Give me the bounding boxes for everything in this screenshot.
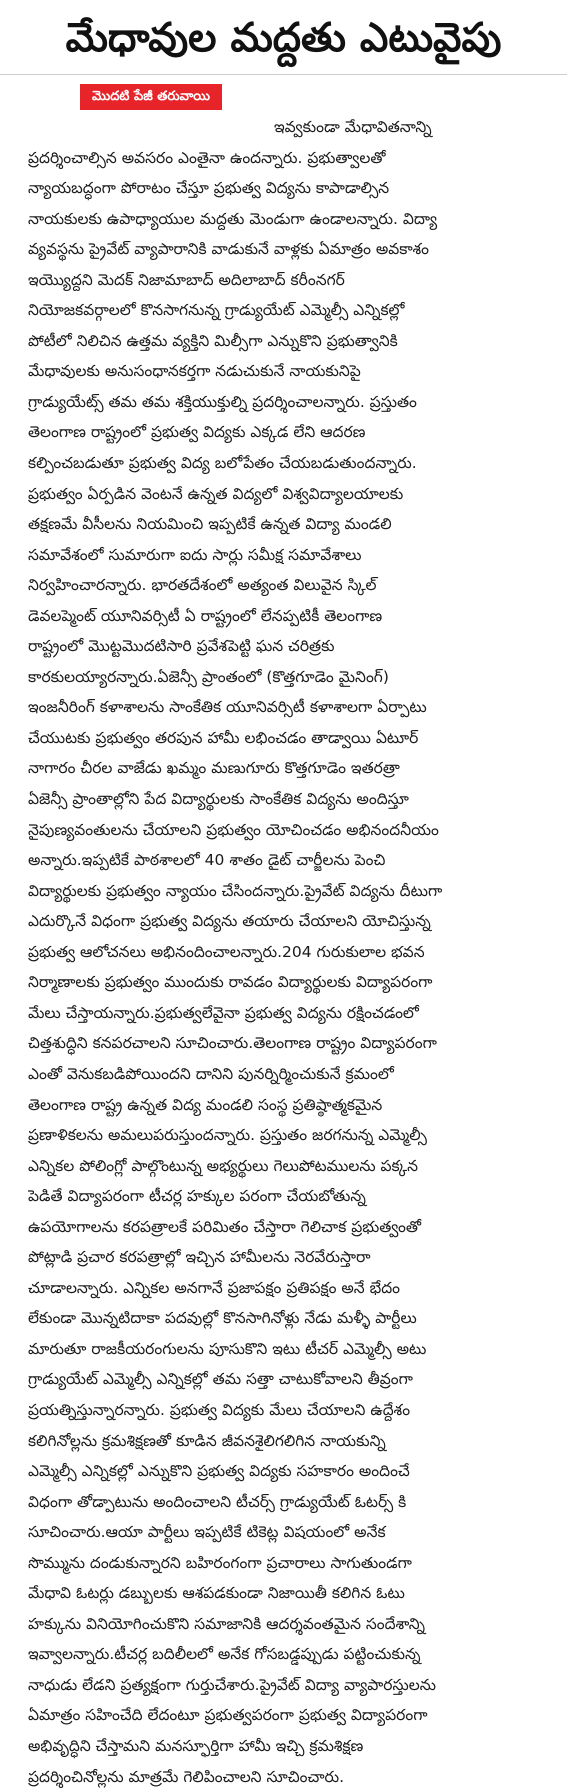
article-line: మేలు చేస్తాయన్నారు.ప్రభుత్వలేవైనా ప్రభుత్వ విద్యను రక్షించడంలో [28,1003,419,1022]
article-line: నాయకులకు ఉపాధ్యాయుల మద్దతు మెండుగా ఉండాలన్నారు. విద్యా [28,209,438,228]
article-line: డెవలప్మెంట్ యూనివర్సిటీ ఏ రాష్ట్రంలో లేనప్పటికీ తెలంగాణ [28,606,383,625]
article-line: సమావేశంలో సుమారుగా ఐదు సార్లు సమీక్ష సమావేశాలు [28,545,362,564]
article-line: ఇంజనీరింగ్ కళాశాలను సాంకేతిక యూనివర్సిటీ కళాశాలగా ఏర్పాటు [28,698,427,717]
article-line: నిర్వహించారన్నారు. భారతదేశంలో అత్యంత విలువైన స్కిల్ [28,576,377,595]
article-line: ఎన్నికల పోలింగ్లో పాల్గొంటున్న అభ్యర్థులు గెలుపోటములను పక్కన [28,1156,418,1175]
article-body [28,112,558,1792]
article-line: ప్రణాళికలను అమలుపరుస్తుందన్నారు. ప్రస్తుతం జరగనున్న ఎమ్మెల్సీ [28,1126,427,1145]
article-line: తెలంగాణ రాష్ట్రంలో ప్రభుత్వ విద్యకు ఎక్కడ లేని ఆదరణ [28,423,366,442]
article-line: గ్రాడ్యుయేట్ ఎమ్మెల్సీ ఎన్నికల్లో తమ సత్తా చాటుకోవాలని తీవ్రంగా [28,1370,413,1389]
article-line: ఏజెన్సీ ప్రాంతాల్లోని పేద విద్యార్థులకు సాంకేతిక విద్యను అందిస్తూ [28,790,409,809]
article-line: ప్రదర్శించినోల్లను మాత్రమే గెలిపించాలని సూచించారు. [28,1767,345,1786]
article-line: పోట్లాడి ప్రచార కరపత్రాల్లో ఇచ్చిన హామీలను నెరవేరుస్తారా [28,1248,371,1267]
article-line: సూచించారు.ఆయా పార్టీలు ఇప్పటికే టికెట్ల విషయంలో అనేక [28,1523,386,1542]
article-line: వ్యవస్థను ప్రైవేట్ వ్యాపారానికి వాడుకునే వాళ్లకు ఏమాత్రం అవకాశం [28,240,429,259]
article-line: న్యాయబద్ధంగా పోరాటం చేస్తూ ప్రభుత్వ విద్యను కాపాడాల్సిన [28,179,390,198]
article-line: ఇవ్వకుండా మేధావితనాన్ని [274,118,432,136]
article-line: అన్నారు.ఇప్పటికే పాఠశాలలో 40 శాతం డైట్ చార్జీలను పెంచి [28,851,386,870]
article-line: నాధుడు లేడని ప్రత్యక్షంగా గుర్తుచేశారు.ప్రైవేట్ విద్యా వ్యాపారస్తులను [28,1675,436,1694]
article-line: ప్రదర్శించాల్సిన అవసరం ఎంతైనా ఉందన్నారు. ప్రభుత్వాలతో [28,148,386,167]
article-line: చేయుటకు ప్రభుత్వం తరపున హామీ లభించడం తాడ్వాయి ఏటూర్ [28,728,419,747]
article-line: ఎంతో వెనుకబడిపోయిందని దానిని పునర్నిర్మించుకునే క్రమంలో [28,1064,394,1083]
article-line: తక్షణమే వీసీలను నియమించి ఇప్పటికే ఉన్నత విద్యా మండలి [28,515,392,534]
article-line: చిత్తశుద్ధిని కనపరచాలని సూచించారు.తెలంగాణ రాష్ట్రం విద్యాపరంగా [28,1034,437,1053]
article-line: హక్కును వినియోగించుకొని సమాజానికి ఆదర్శవంతమైన సందేశాన్ని [28,1614,425,1633]
article-line: సొమ్మును దండుకున్నారని బహిరంగంగా ప్రచారాలు సాగుతుండగా [28,1553,412,1572]
top-border [0,0,567,6]
article-headline: మేధావుల మద్దతు ఎటువైపు [65,15,502,61]
article-line: ఏమాత్రం సహించేది లేదంటూ ప్రభుత్వపరంగా ప్రభుత్వ విద్యాపరంగా [28,1706,428,1725]
article-line: మారుతూ రాజకీయరంగులను పూసుకొని ఇటు టీచర్ ఎమ్మెల్సీ అటు [28,1339,427,1358]
article-line: ఇయ్యొద్దని మెదక్ నిజామాబాద్ అదిలాబాద్ కరీంనగర్ [28,270,345,289]
article-line: పెడితే విద్యాపరంగా టీచర్ల హక్కుల పరంగా చేయబోతున్న [28,1187,366,1206]
article-line: అభివృద్ధిని చేస్తామని మనస్ఫూర్తిగా హామీ ఇచ్చి క్రమశిక్షణ [28,1736,364,1755]
article-line: కలిగినోల్లను క్రమశిక్షణతో కూడిన జీవనశైలిగలిగిన నాయకున్ని [28,1431,386,1450]
article-line: పోటీలో నిలిచిన ఉత్తమ వ్యక్తిని మిల్సీగా ఎన్నుకొని ప్రభుత్వానికి [28,331,398,350]
article-line: నైపుణ్యవంతులను చేయాలని ప్రభుత్వం యోచించడం అభినందనీయం [28,820,439,839]
article-line: లేకుండా మొన్నటిదాకా పదవుల్లో కొనసాగినోళ్లు నేడు మళ్ళీ పార్టీలు [28,1309,417,1328]
article-line: రాష్ట్రంలో మొట్టమొదటిసారి ప్రవేశపెట్టి ఘన చరిత్రకు [28,637,335,656]
article-line: నిర్మాణాలకు ప్రభుత్వం ముందుకు రావడం విద్యార్థులకు విద్యాపరంగా [28,973,433,992]
article-line: చూడాలన్నారు. ఎన్నికల అనగానే ప్రజాపక్షం ప్రతిపక్షం అనే భేదం [28,1278,401,1297]
article-line: కారకులయ్యారన్నారు.ఏజెన్సీ ప్రాంతంలో (కొత్తగూడెం మైనింగ్) [28,667,389,686]
article-line: ఉపయోగాలను కరపత్రాలకే పరిమితం చేస్తారా గెలిచాక ప్రభుత్వంతో [28,1217,422,1236]
article-line: మేధావి ఓటర్లు డబ్బులకు ఆశపడకుండా నిజాయితీ కలిగిన ఓటు [28,1584,405,1603]
article-line: తెలంగాణ రాష్ట్ర ఉన్నత విద్య మండలి సంస్థ ప్రతిష్ఠాత్మకమైన [28,1095,383,1114]
article-line: విధంగా తోడ్పాటును అందించాలని టీచర్స్ గ్రాడ్యుయేట్ ఓటర్స్ కి [28,1492,407,1511]
article-line: నాగారం చీరల వాజేడు ఖమ్మం మణుగూరు కొత్తగూడెం ఇతరత్రా [28,759,400,778]
article-line: కల్పించబడుతూ ప్రభుత్వ విద్య బలోపేతం చేయబడుతుందన్నారు. [28,454,417,473]
article-line: ప్రయత్నిస్తున్నారన్నారు. ప్రభుత్వ విద్యకు మేలు చేయాలని ఉద్దేశం [28,1400,411,1419]
article-line: ఎమ్మెల్సీ ఎన్నికల్లో ఎన్నుకొని ప్రభుత్వ విద్యకు సహకారం అందించే [28,1462,410,1481]
headline-divider [0,74,567,75]
article-line: నియోజకవర్గాలలో కొనసాగనున్న గ్రాడ్యుయేట్ ఎమ్మెల్సీ ఎన్నికల్లో [28,301,405,320]
article-line: విద్యార్థులకు ప్రభుత్వం న్యాయం చేసిందన్నారు.ప్రైవేట్ విద్యను దీటుగా [28,881,443,900]
continuation-kicker: మొదటి పేజీ తరువాయి [80,84,222,110]
article-line: గ్రాడ్యుయేట్స్ తమ తమ శక్తియుక్తుల్ని ప్రదర్శించాలన్నారు. ప్రస్తుతం [28,392,417,411]
article-line: ప్రభుత్వ ఆలోచనలు అభినందించాలన్నారు.204 గురుకులాల భవన [28,942,425,961]
article-line: ప్రభుత్వం ఏర్పడిన వెంటనే ఉన్నత విద్యలో విశ్వవిద్యాలయాలకు [28,484,404,503]
article-line: ఎదుర్కొనే విధంగా ప్రభుత్వ విద్యను తయారు చేయాలని యోచిస్తున్న [28,912,431,931]
article-line: మేధావులకు అనుసంధానకర్తగా నడుచుకునే నాయకునిపై [28,362,361,381]
article-line: ఇవ్వాలన్నారు.టీచర్ల బదిలీలలో అనేక గోసబడ్డప్పుడు పట్టించుకున్న [28,1645,421,1664]
